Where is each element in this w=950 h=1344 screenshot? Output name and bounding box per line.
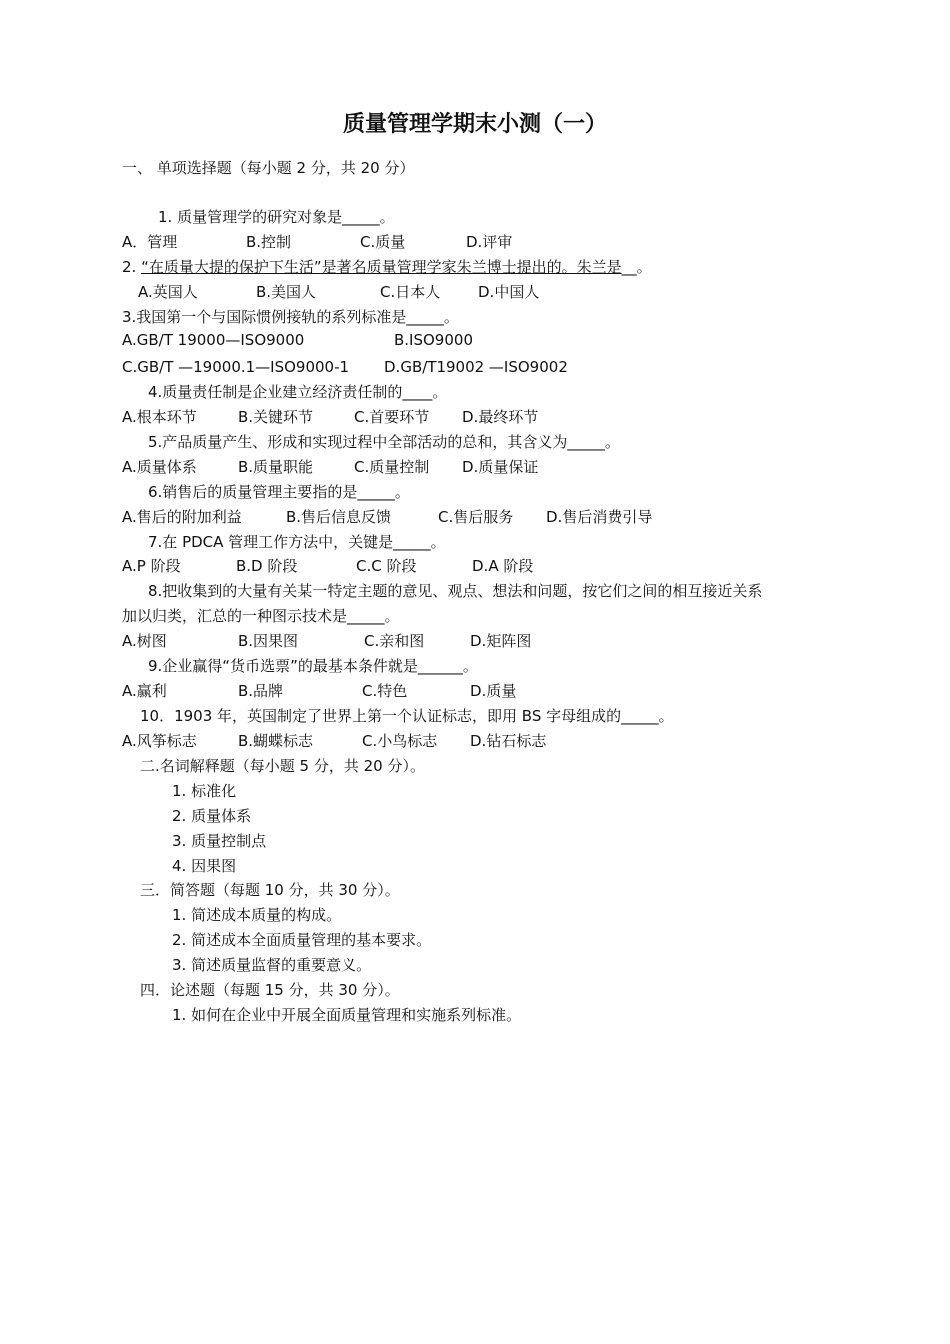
question-stem: 8.把收集到的大量有关某一特定主题的意见、观点、想法和问题，按它们之间的相互接近关系 [148, 582, 763, 600]
list-item: 4. 因果图 [172, 857, 237, 875]
option-b: B.售后信息反馈 [286, 508, 392, 526]
option-b: B.品牌 [238, 682, 284, 700]
option-a: A.风筝标志 [122, 732, 197, 750]
list-item: 2. 质量体系 [172, 807, 252, 825]
option-c: C.亲和图 [364, 632, 425, 650]
option-d: D.评审 [466, 233, 513, 251]
option-c: C.质量 [360, 233, 406, 251]
option-d: D.钻石标志 [470, 732, 547, 750]
option-b: B.因果图 [238, 632, 299, 650]
option-a: A.英国人 [138, 283, 198, 301]
question-text-underlined: “在质量大提的保护下生活”是著名质量管理学家朱兰博士提出的。朱兰是 [141, 258, 622, 276]
question-stem: 1. 质量管理学的研究对象是_____。 [158, 208, 395, 226]
option-c: C.日本人 [380, 283, 441, 301]
option-b: B.美国人 [256, 283, 317, 301]
section-4-heading: 四．论述题（每题 15 分，共 30 分）。 [140, 981, 400, 999]
option-c: C.首要环节 [354, 408, 430, 426]
question-stem: 4.质量责任制是企业建立经济责任制的____。 [148, 383, 448, 401]
list-item: 1. 简述成本质量的构成。 [172, 906, 342, 924]
section-3-heading: 三．简答题（每题 10 分，共 30 分）。 [140, 881, 400, 899]
option-c: C.C 阶段 [356, 557, 417, 575]
question-stem [122, 256, 652, 278]
question-stem: 9.企业赢得“货币选票”的最基本条件就是______。 [148, 657, 478, 675]
option-d: D.中国人 [478, 283, 540, 301]
option-a: A.GB/T 19000—ISO9000 [122, 331, 305, 349]
option-b: B.ISO9000 [394, 331, 473, 349]
question-stem: 10．1903 年，英国制定了世界上第一个认证标志，即用 BS 字母组成的_____。 [140, 707, 674, 725]
option-c: C.小鸟标志 [362, 732, 438, 750]
option-b: B.控制 [246, 233, 292, 251]
question-stem-continued: 加以归类，汇总的一种图示技术是_____。 [122, 607, 400, 625]
option-c: C.GB/T —19000.1—ISO9000-1 [122, 358, 350, 376]
section-2-heading: 二.名词解释题（每小题 5 分，共 20 分）。 [140, 757, 425, 775]
option-c: C.特色 [362, 682, 408, 700]
question-stem: 7.在 PDCA 管理工作方法中，关键是_____。 [148, 533, 446, 551]
list-item: 3. 质量控制点 [172, 832, 267, 850]
option-d: D.质量 [470, 682, 517, 700]
section-1-heading: 一、 单项选择题（每小题 2 分，共 20 分） [122, 159, 415, 177]
option-d: D.售后消费引导 [546, 508, 653, 526]
question-stem: 6.销售后的质量管理主要指的是_____。 [148, 483, 410, 501]
question-stem: 3.我国第一个与国际惯例接轨的系列标准是_____。 [122, 308, 459, 326]
list-item: 1. 如何在企业中开展全面质量管理和实施系列标准。 [172, 1006, 522, 1024]
option-a: A.树图 [122, 632, 167, 650]
list-item: 2. 简述成本全面质量管理的基本要求。 [172, 931, 432, 949]
option-d: D.A 阶段 [472, 557, 534, 575]
option-a: A.赢利 [122, 682, 167, 700]
question-stem: 5.产品质量产生、形成和实现过程中全部活动的总和，其含义为_____。 [148, 433, 620, 451]
option-b: B.质量职能 [238, 458, 314, 476]
option-b: B.关键环节 [238, 408, 314, 426]
option-a: A.根本环节 [122, 408, 197, 426]
option-d: D.GB/T19002 —ISO9002 [384, 358, 568, 376]
option-c: C.售后服务 [438, 508, 514, 526]
option-b: B.D 阶段 [236, 557, 298, 575]
option-d: D.质量保证 [462, 458, 539, 476]
option-c: C.质量控制 [354, 458, 430, 476]
list-item: 3. 简述质量监督的重要意义。 [172, 956, 372, 974]
page-title: 质量管理学期末小测（一） [342, 112, 607, 137]
list-item: 1. 标准化 [172, 782, 237, 800]
option-a: A.质量体系 [122, 458, 197, 476]
question-number: 2. [122, 258, 142, 276]
option-d: D.最终环节 [462, 408, 539, 426]
option-b: B.蝴蝶标志 [238, 732, 314, 750]
option-a: A．管理 [122, 233, 178, 251]
question-blank: __。 [621, 258, 652, 276]
option-a: A.售后的附加利益 [122, 508, 242, 526]
option-d: D.矩阵图 [470, 632, 532, 650]
option-a: A.P 阶段 [122, 557, 181, 575]
